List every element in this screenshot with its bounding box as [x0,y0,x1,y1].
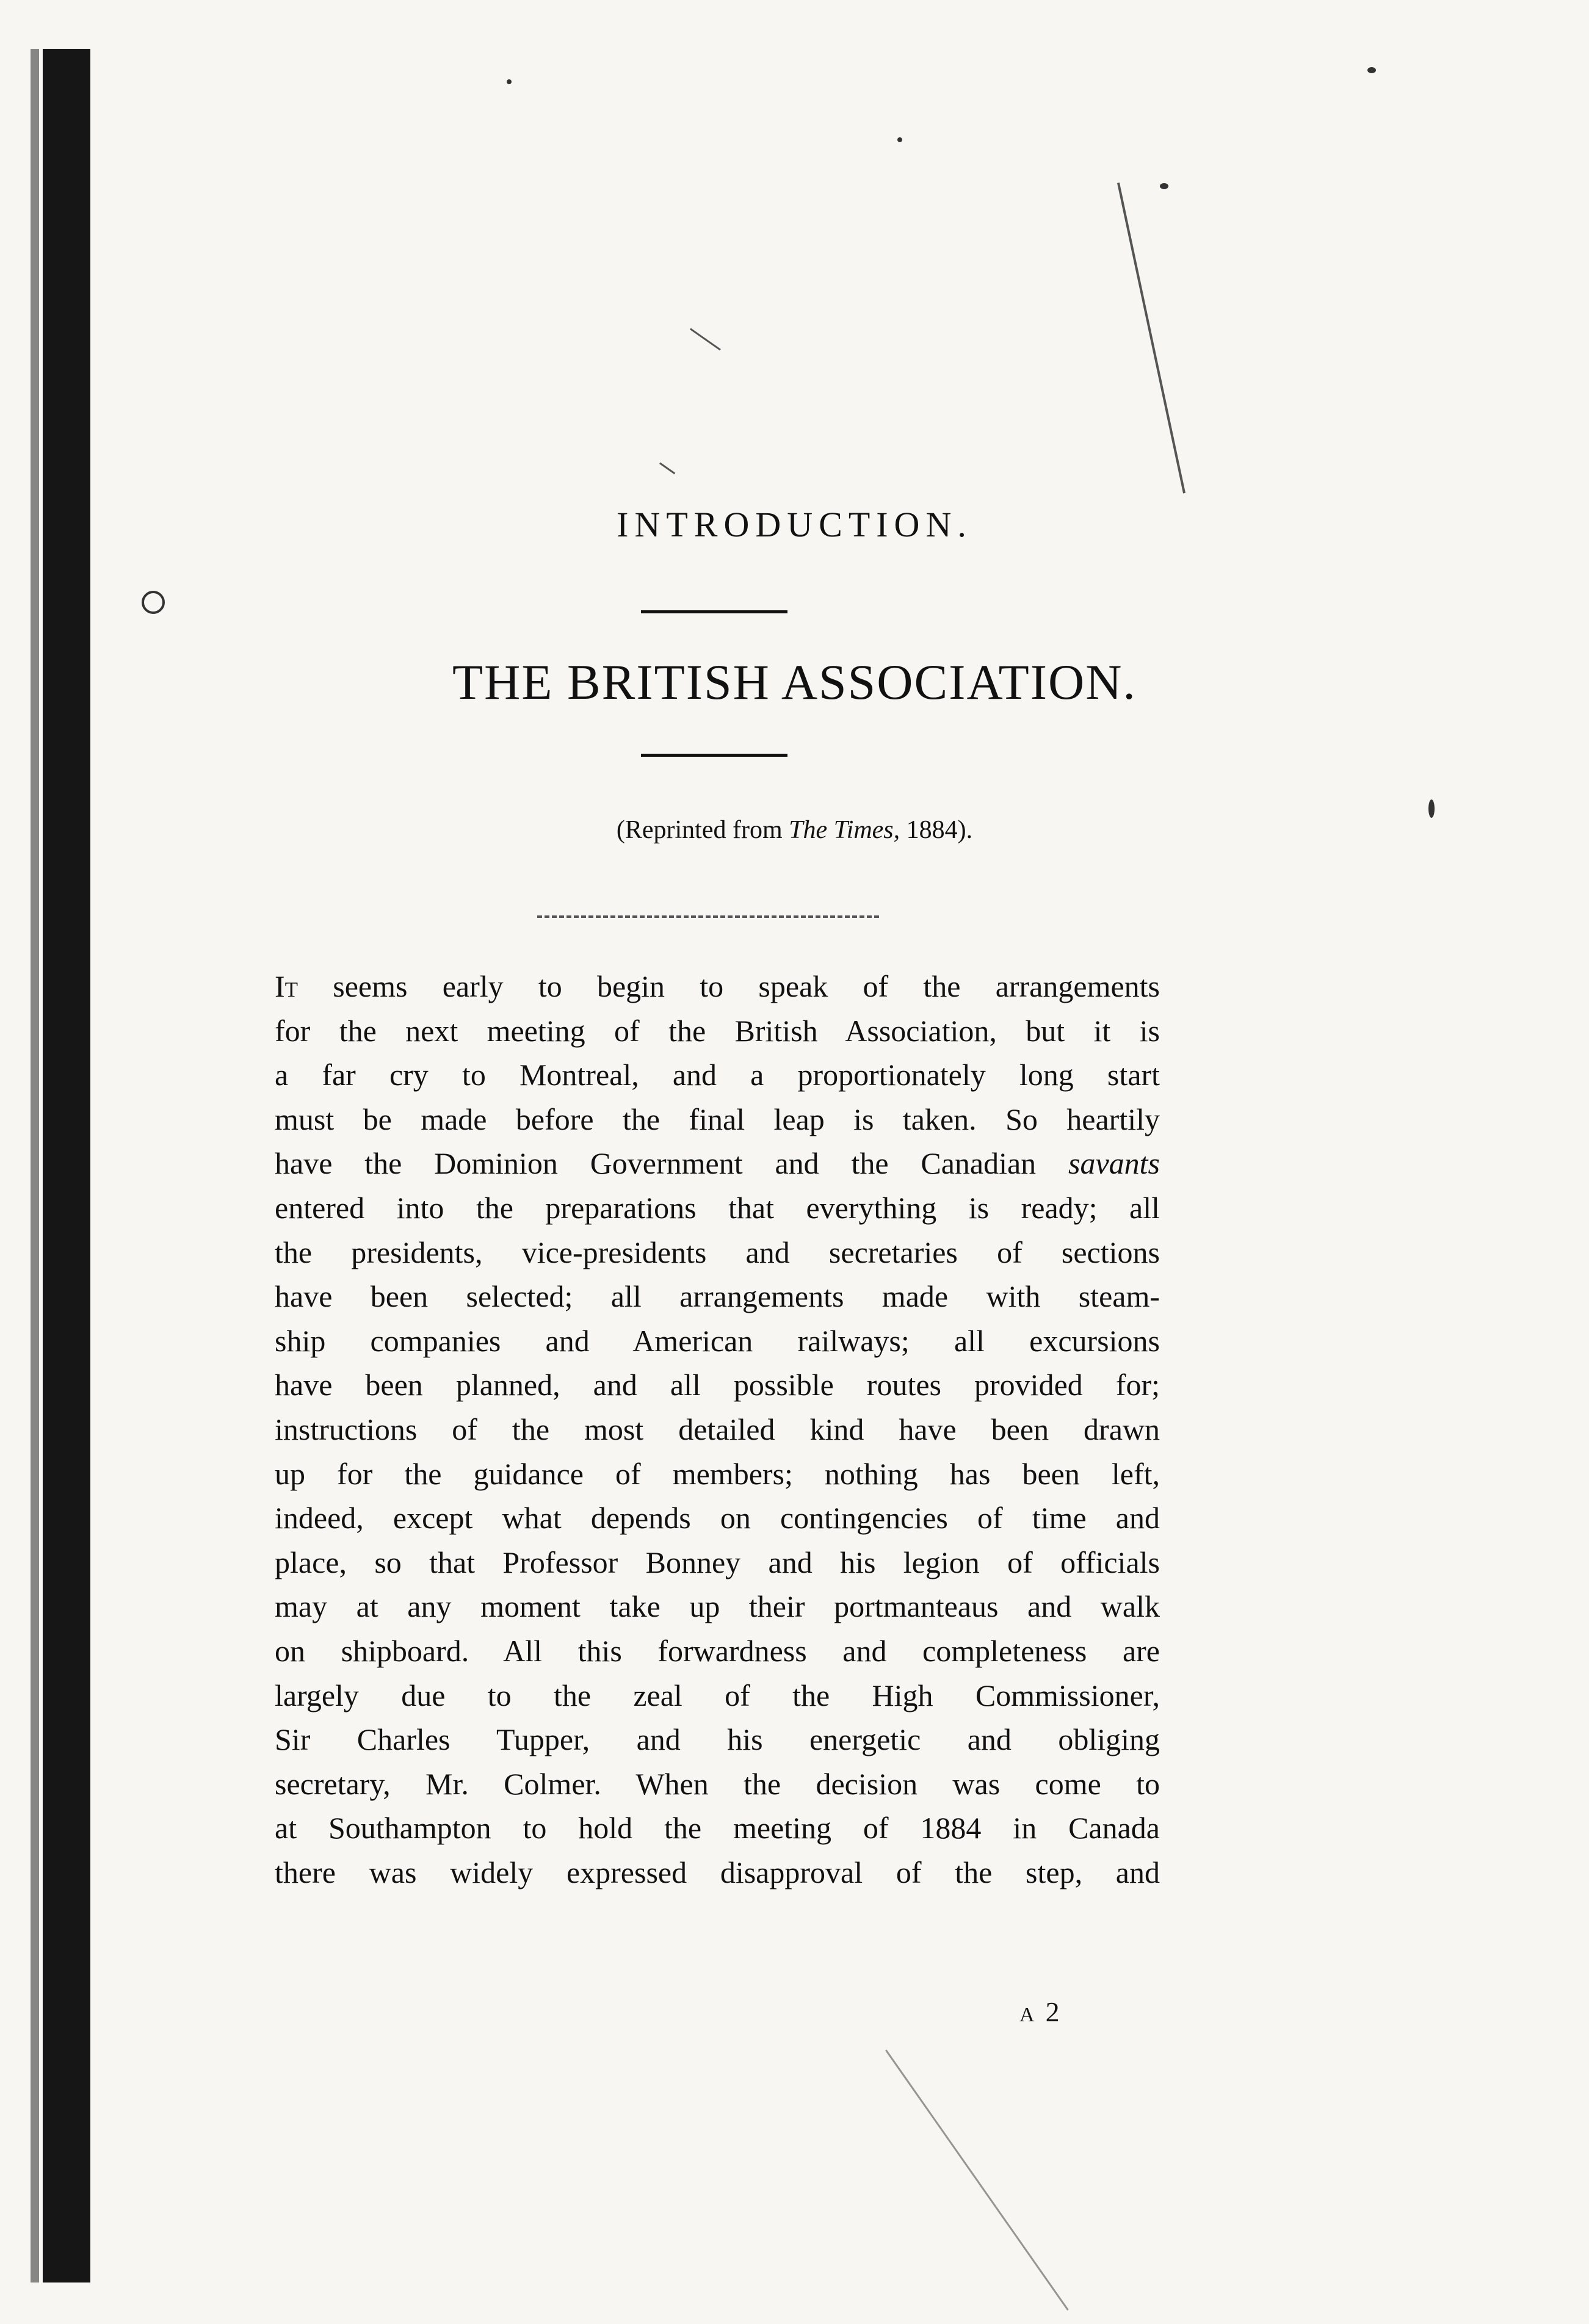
text-line: place, so that Professor Bonney and his legion of officials [275,1545,1160,1579]
body-paragraph [275,964,1160,1894]
text-line: up for the guidance of members; nothing has been left, [275,1456,1160,1491]
text-line: entered into the preparations that everything is ready; all [275,1190,1160,1225]
reprint-source: The Times, [789,816,900,844]
text-line: have the Dominion Government and the Canadian savants [275,1146,1160,1181]
text-line: on shipboard. All this forwardness and completeness are [275,1633,1160,1668]
heading-rule-bottom [641,754,787,757]
signature-mark [1019,1996,1067,2028]
italic-word: savants [1068,1146,1160,1181]
scan-scratch [885,2049,1069,2311]
scan-scratch [659,463,675,475]
scan-speck [507,79,512,84]
scan-scratch [690,328,721,351]
text-line: indeed, except what depends on contingencies of time and [275,1501,1160,1536]
text-line: It seems early to begin to speak of the arrangements [275,969,1160,1003]
text-line: ship companies and American railways; all excursions [275,1323,1160,1358]
text-line: at Southampton to hold the meeting of 1884 in Canada [275,1811,1160,1846]
text-line: largely due to the zeal of the High Commissioner, [275,1678,1160,1712]
heading-rule-top [641,610,787,613]
text-line: have been planned, and all possible routes provided for; [275,1368,1160,1402]
text-line: secretary, Mr. Colmer. When the decision was come to [275,1766,1160,1801]
text-line: may at any moment take up their portmanteaus and walk [275,1589,1160,1624]
text-line: for the next meeting of the British Association, but it is [275,1013,1160,1048]
signature-letter: A [1019,2004,1046,2026]
text-line: have been selected; all arrangements made with steam- [275,1279,1160,1314]
scan-scratch [1117,182,1185,493]
text-line: there was widely expressed disapproval of the step, and [275,1855,1160,1889]
drop-caps-word: It [275,969,299,1003]
separator-rule [537,915,879,918]
scan-speck [142,591,165,614]
binding-edge [43,49,90,2282]
scan-speck [1160,183,1168,189]
reprint-prefix: (Reprinted from [616,816,789,844]
section-heading: INTRODUCTION. [617,505,972,544]
reprint-suffix: 1884). [900,816,973,844]
text-line: a far cry to Montreal, and a proportionately long start [275,1058,1160,1092]
text-line: must be made before the final leap is taken. So heartily [275,1102,1160,1136]
page-title: THE BRITISH ASSOCIATION. [452,654,1137,710]
reprint-note [0,812,1589,848]
text-line: instructions of the most detailed kind have been drawn [275,1412,1160,1446]
binding-shadow [31,49,39,2282]
signature-number: 2 [1045,1996,1067,2027]
text-line: the presidents, vice-presidents and secretaries of sections [275,1235,1160,1269]
scan-speck [897,137,902,142]
scan-speck [1367,67,1376,73]
text-line: Sir Charles Tupper, and his energetic and obliging [275,1722,1160,1757]
